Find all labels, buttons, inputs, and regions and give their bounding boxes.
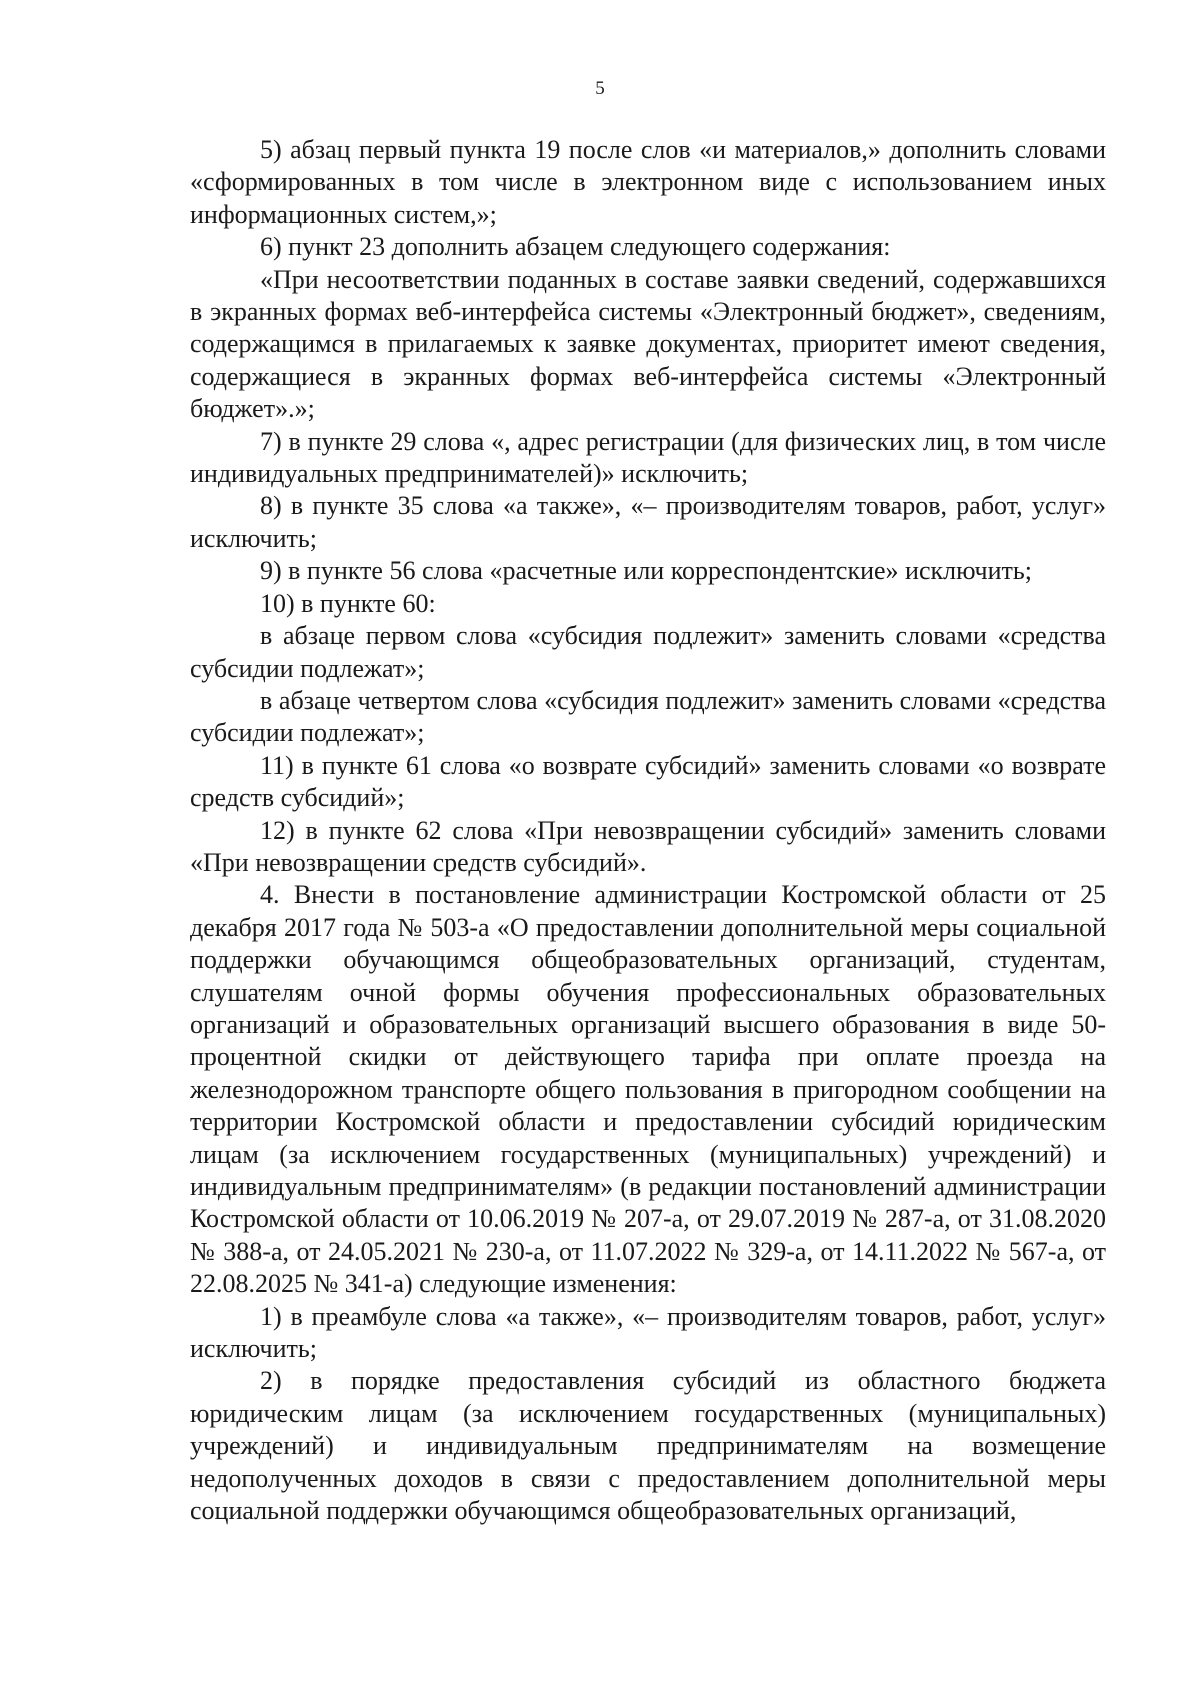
paragraph-item-7: 7) в пункте 29 слова «, адрес регистрации (для физических лиц, в том числе индивидуальных предпринимателей)» исключить; bbox=[190, 426, 1106, 489]
paragraph-inserted-text: «При несоответствии поданных в составе заявки сведений, содержавшихся в экранных формах веб-интерфейса системы «Электронный бюджет», сведениям, содержащимся в прилагаемых к заявке документах, приоритет имеют сведения, содержащиеся в экранных формах веб-интерфейса системы «Электронный бюджет».»; bbox=[190, 264, 1106, 424]
paragraph-item-9: 9) в пункте 56 слова «расчетные или корреспондентские» исключить; bbox=[260, 556, 1032, 586]
document-body bbox=[190, 134, 1106, 1527]
paragraph-section-4-item-2: 2) в порядке предоставления субсидий из областного бюджета юридическим лицам (за исключением государственных (муниципальных) учреждений) и индивидуальным предпринимателям на возмещение недополученных доходов в связи с предоставлением дополнительной меры социальной поддержки обучающимся общеобразовательных организаций, bbox=[190, 1366, 1106, 1526]
paragraph-item-11: 11) в пункте 61 слова «о возврате субсидий» заменить словами «о возврате средств субсидий»; bbox=[190, 750, 1106, 813]
paragraph-item-10-first: в абзаце первом слова «субсидия подлежит» заменить словами «средства субсидии подлежат»; bbox=[190, 621, 1106, 683]
paragraph-item-5: 5) абзац первый пункта 19 после слов «и материалов,» дополнить словами «сформированных в том числе в электронном виде с использованием иных информационных систем,»; bbox=[190, 135, 1106, 229]
paragraph-item-12: 12) в пункте 62 слова «При невозвращении субсидий» заменить словами «При невозвращении средств субсидий». bbox=[190, 815, 1106, 877]
paragraph-item-6: 6) пункт 23 дополнить абзацем следующего содержания: bbox=[260, 232, 891, 262]
page-number: 5 bbox=[595, 78, 605, 99]
paragraph-item-8: 8) в пункте 35 слова «а также», «– производителям товаров, работ, услуг» исключить; bbox=[190, 491, 1106, 553]
paragraph-item-10-fourth: в абзаце четвертом слова «субсидия подлежит» заменить словами «средства субсидии подлежат»; bbox=[190, 685, 1106, 748]
paragraph-item-10: 10) в пункте 60: bbox=[260, 588, 436, 618]
paragraph-section-4-item-1: 1) в преамбуле слова «а также», «– производителям товаров, работ, услуг» исключить; bbox=[190, 1301, 1106, 1364]
paragraph-section-4: 4. Внести в постановление администрации Костромской области от 25 декабря 2017 года № 503-а «О предоставлении дополнительной меры социальной поддержки обучающимся общеобразовательных организаций, студентам, слушателям очной формы обучения профессиональных образовательных организаций и образовательных организаций высшего образования в виде 50-процентной скидки от действующего тарифа при оплате проезда на железнодорожном транспорте общего пользования в пригородном сообщении на территории Костромской области и предоставлении субсидий юридическим лицам (за исключением государственных (муниципальных) учреждений) и индивидуальным предпринимателям» (в редакции постановлений администрации Костромской области от 10.06.2019 № 207-а, от 29.07.2019 № 287-а, от 31.08.2020 № 388-а, от 24.05.2021 № 230-а, от 11.07.2022 № 329-а, от 14.11.2022 № 567-а, от 22.08.2025 № 341-а) следующие изменения: bbox=[190, 880, 1106, 1299]
